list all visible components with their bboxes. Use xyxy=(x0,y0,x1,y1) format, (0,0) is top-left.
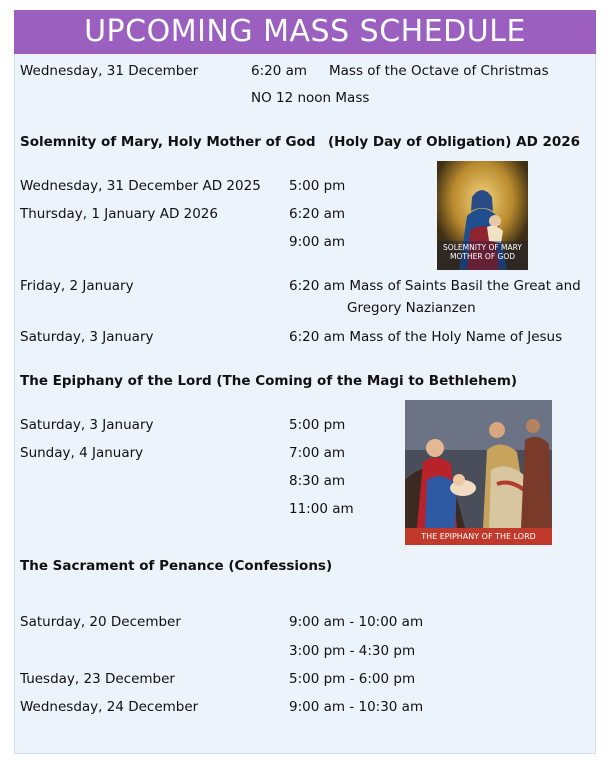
octave-date: Wednesday, 31 December xyxy=(20,63,199,79)
epiphany-row-date: Saturday, 3 January xyxy=(20,417,154,433)
saturday-entry: 6:20 am Mass of the Holy Name of Jesus xyxy=(289,329,563,345)
friday-date: Friday, 2 January xyxy=(20,278,134,294)
epiphany-row-time: 8:30 am xyxy=(289,473,346,489)
solemnity-row-time: 9:00 am xyxy=(289,234,346,250)
solemnity-row-date: Wednesday, 31 December AD 2025 xyxy=(20,178,261,194)
solemnity-row-time: 5:00 pm xyxy=(289,178,346,194)
octave-note: NO 12 noon Mass xyxy=(251,90,370,106)
page-title: UPCOMING MASS SCHEDULE xyxy=(14,10,596,54)
penance-row-date: Tuesday, 23 December xyxy=(20,671,175,687)
epiphany-row-time: 5:00 pm xyxy=(289,417,346,433)
epiphany-heading: The Epiphany of the Lord (The Coming of the Magi to Bethlehem) xyxy=(20,373,518,389)
epiphany-row-time: 11:00 am xyxy=(289,501,354,517)
solemnity-row-time: 6:20 am xyxy=(289,206,346,222)
penance-row-time: 5:00 pm - 6:00 pm xyxy=(289,671,416,687)
penance-row-date: Wednesday, 24 December xyxy=(20,699,199,715)
penance-row-time: 9:00 am - 10:00 am xyxy=(289,614,424,630)
epiphany-image xyxy=(405,400,552,545)
solemnity-heading-note: (Holy Day of Obligation) AD 2026 xyxy=(328,134,581,150)
octave-time: 6:20 am xyxy=(251,63,308,79)
mary-image-caption-line1: SOLEMNITY OF MARY xyxy=(443,243,522,252)
friday-entry: 6:20 am Mass of Saints Basil the Great and xyxy=(289,278,581,294)
mary-image-caption-line2: MOTHER OF GOD xyxy=(449,252,516,261)
friday-entry-continued: Gregory Nazianzen xyxy=(347,300,476,316)
saturday-date: Saturday, 3 January xyxy=(20,329,154,345)
penance-row-time: 3:00 pm - 4:30 pm xyxy=(289,643,416,659)
octave-description: Mass of the Octave of Christmas xyxy=(329,63,549,79)
epiphany-row-time: 7:00 am xyxy=(289,445,346,461)
penance-row-time: 9:00 am - 10:30 am xyxy=(289,699,424,715)
epiphany-image-caption: THE EPIPHANY OF THE LORD xyxy=(421,532,536,541)
epiphany-row-date: Sunday, 4 January xyxy=(20,445,144,461)
solemnity-heading: Solemnity of Mary, Holy Mother of God xyxy=(20,134,316,150)
penance-heading: The Sacrament of Penance (Confessions) xyxy=(20,558,333,574)
mary-mother-of-god-image xyxy=(437,161,528,270)
penance-row-date: Saturday, 20 December xyxy=(20,614,181,630)
solemnity-row-date: Thursday, 1 January AD 2026 xyxy=(20,206,218,222)
